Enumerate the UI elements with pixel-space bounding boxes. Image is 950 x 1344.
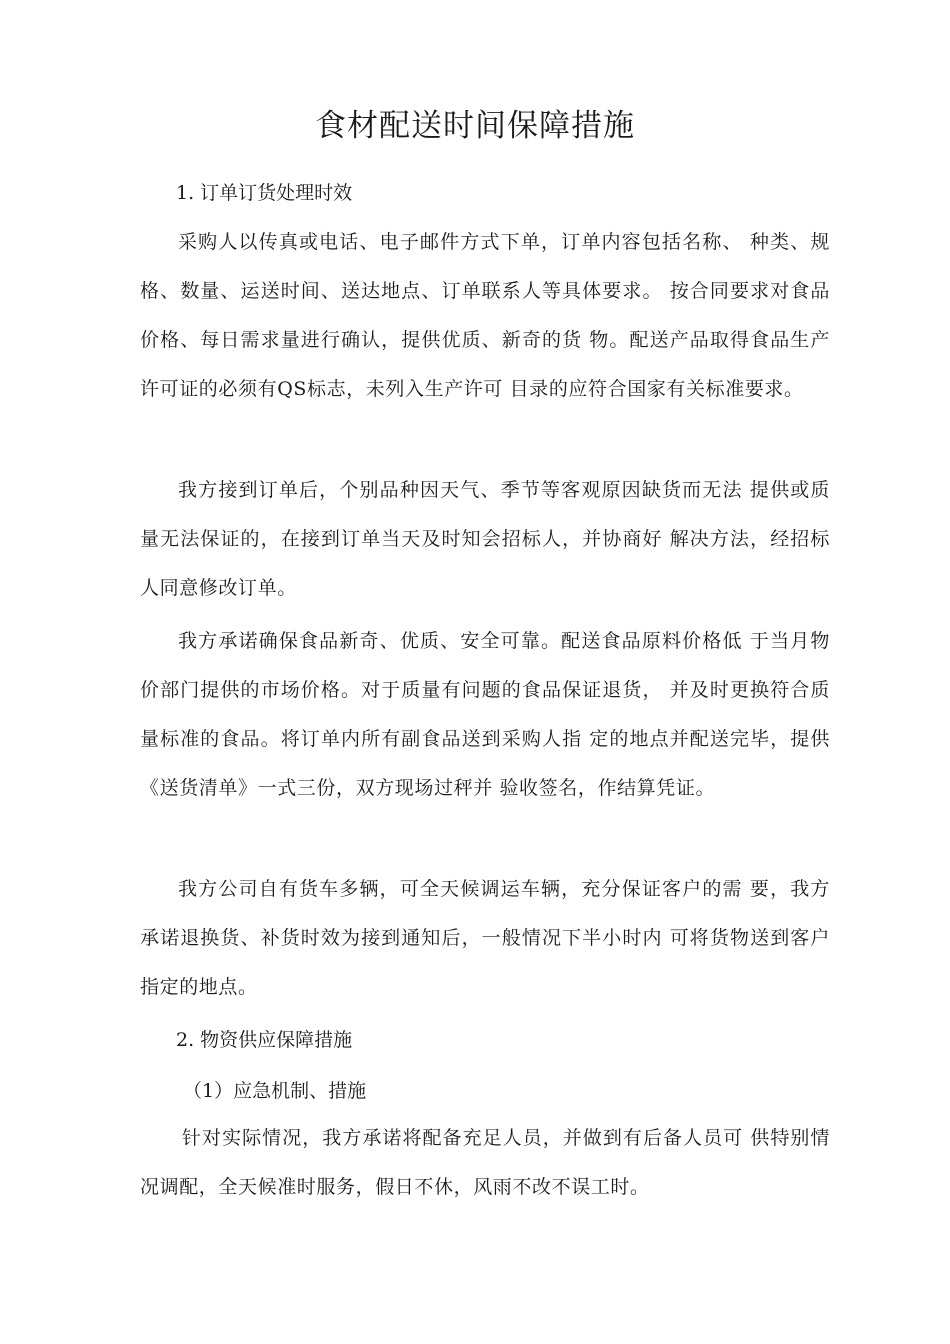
paragraph-quality-commitment: 我方承诺确保食品新奇、优质、安全可靠。配送食品原料价格低 于当月物价部门提供的市场价格。对于质量有问题的食品保证退货， 并及时更换符合质量标准的食品。将订单内所有副食品送到采购人指 定的地点并配送完毕，提供《送货清单》一式三份，双方现场过秤并 验收签名，作结算凭证。 xyxy=(140,630,830,799)
paragraph-order-process: 采购人以传真或电话、电子邮件方式下单，订单内容包括名称、 种类、规格、数量、运送时间、送达地点、订单联系人等具体要求。 按合同要求对食品价格、每日需求量进行确认，提供优质、新奇的货 物。配送产品取得食品生产许可证的必须有QS标志，未列入生产许可 目录的应符合国家有关标准要求。 xyxy=(140,231,830,400)
subsection-1-heading: （1）应急机制、措施 xyxy=(183,1080,367,1102)
paragraph-shortage-handling: 我方接到订单后，个别品种因天气、季节等客观原因缺货而无法 提供或质量无法保证的，在接到订单当天及时知会招标人，并协商好 解决方法，经招标人同意修改订单。 xyxy=(140,479,830,599)
document-title: 食材配送时间保障措施 xyxy=(315,108,635,144)
section-1-heading: 1. 订单订货处理时效 xyxy=(176,182,353,204)
paragraph-vehicle-dispatch: 我方公司自有货车多辆，可全天候调运车辆，充分保证客户的需 要，我方承诺退换货、补货时效为接到通知后，一般情况下半小时内 可将货物送到客户指定的地点。 xyxy=(140,878,830,998)
paragraph-emergency-staffing: 针对实际情况，我方承诺将配备充足人员，并做到有后备人员可 供特别情况调配，全天候准时服务，假日不休，风雨不改不误工时。 xyxy=(140,1127,830,1198)
section-2-heading: 2. 物资供应保障措施 xyxy=(176,1029,353,1051)
